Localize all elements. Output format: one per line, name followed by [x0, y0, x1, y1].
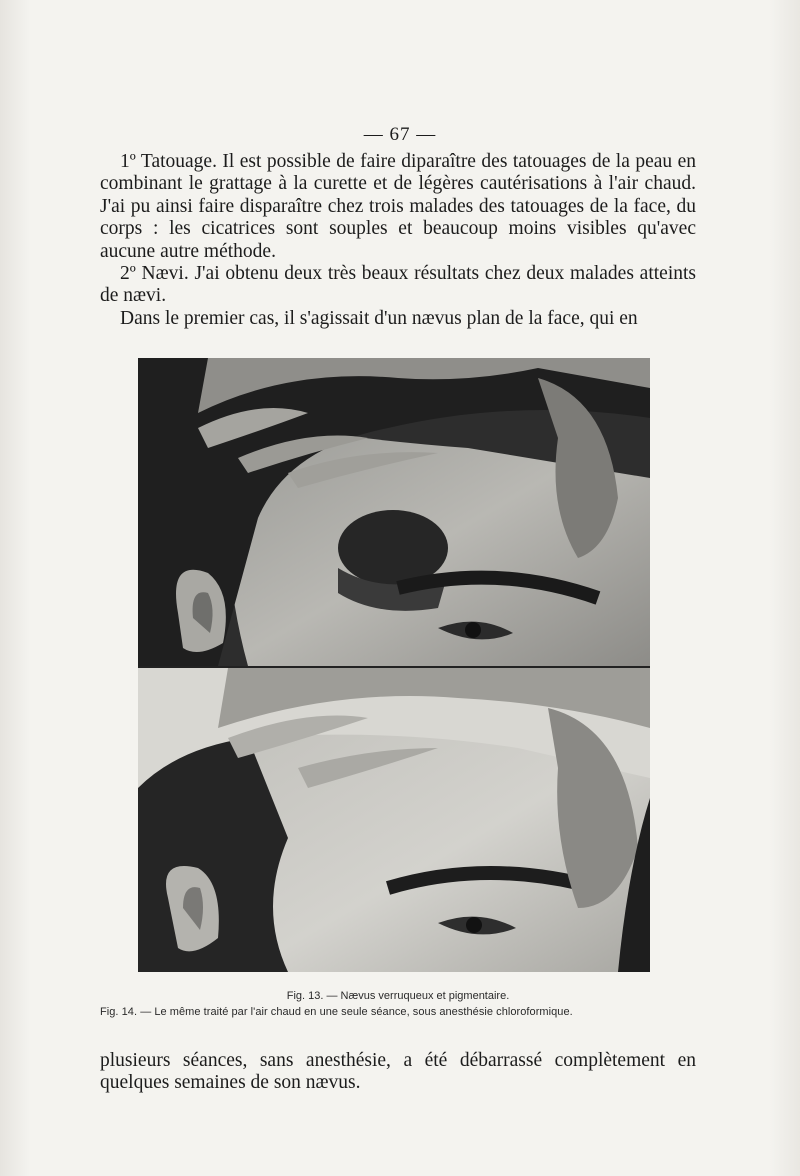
paragraph-tatouage: 1º Tatouage. Il est possible de faire diparaître des tatouages de la peau en combinant le grattage à la curette et de légères cautérisations à l'air chaud. J'ai pu ainsi faire disparaître chez trois malades des tatouages de la face, du corps : les cicatrices sont souples et beaucoup moins visibles qu'avec aucune autre méthode.	[100, 151, 696, 262]
continuation-text	[100, 1050, 696, 1095]
figure-caption-13: Fig. 13. — Nævus verruqueux et pigmentaire.	[286, 990, 510, 1002]
figure-caption-14: Fig. 14. — Le même traité par l'air chaud en une seule séance, sous anesthésie chloroformique.	[100, 1006, 573, 1018]
body-text	[100, 151, 696, 330]
photo-naevus-after	[138, 668, 650, 972]
paragraph-continuation: plusieurs séances, sans anesthésie, a été débarrassé complètement en quelques semaines de son nævus.	[100, 1050, 696, 1094]
paragraph-premier-cas: Dans le premier cas, il s'agissait d'un nævus plan de la face, qui en	[120, 307, 638, 329]
figure-photographs	[138, 358, 650, 972]
page-number: — 67 —	[363, 124, 437, 145]
paragraph-naevi: 2º Nævi. J'ai obtenu deux très beaux résultats chez deux malades atteints de nævi.	[100, 263, 696, 307]
photo-naevus-before	[138, 358, 650, 666]
